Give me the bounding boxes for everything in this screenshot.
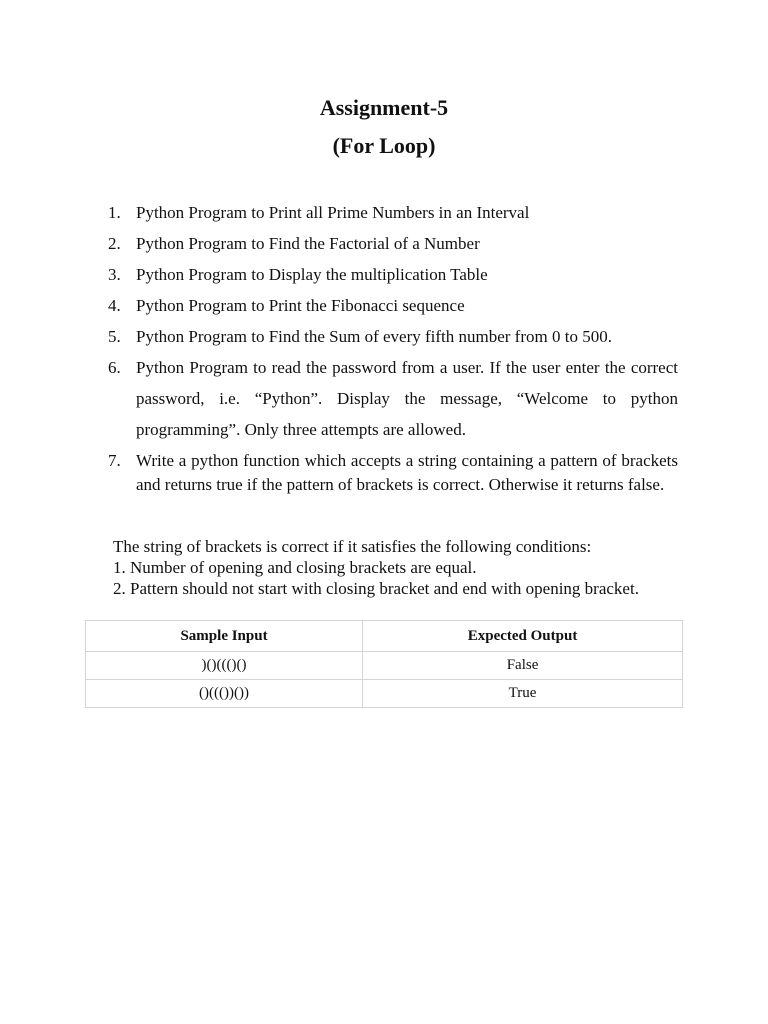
conditions-intro: The string of brackets is correct if it satisfies the following conditions:	[113, 537, 592, 556]
sample-input-cell: )()((()()	[86, 652, 363, 680]
list-item-text: Python Program to Print all Prime Numbers in an Interval	[136, 203, 530, 222]
list-item-number: 5.	[108, 327, 121, 346]
list-item	[108, 197, 678, 228]
list-item-number: 7.	[108, 451, 121, 470]
condition-item: 2. Pattern should not start with closing bracket and end with opening bracket.	[113, 579, 639, 598]
list-item	[108, 228, 678, 259]
list-item-number: 2.	[108, 234, 121, 253]
table-row	[86, 652, 683, 680]
expected-output-cell: False	[363, 652, 683, 680]
list-item-text: Python Program to Print the Fibonacci sequence	[136, 296, 465, 315]
list-item-number: 4.	[108, 296, 121, 315]
condition-item: 1. Number of opening and closing brackets are equal.	[113, 558, 477, 577]
list-item	[108, 449, 678, 497]
expected-output-cell: True	[363, 680, 683, 708]
list-item-text: Python Program to read the password from a user. If the user enter the correct password, i.e. “Python”. Display the message, “Welcome to python programming”. Only three attempts are allowed.	[136, 358, 678, 439]
list-item-number: 3.	[108, 265, 121, 284]
list-item-number: 6.	[108, 358, 121, 377]
list-item-number: 1.	[108, 203, 121, 222]
list-item-text: Python Program to Find the Sum of every fifth number from 0 to 500.	[136, 327, 612, 346]
sample-input-cell: ()((())())	[86, 680, 363, 708]
sample-io-table	[85, 620, 683, 708]
conditions-block	[113, 536, 713, 599]
question-list	[108, 197, 678, 497]
list-item-text: Python Program to Find the Factorial of a Number	[136, 234, 480, 253]
document-title: Assignment-5	[319, 95, 449, 120]
list-item	[108, 259, 678, 290]
list-item-text: Write a python function which accepts a string containing a pattern of brackets and returns true if the pattern of brackets is correct. Otherwise it returns false.	[136, 451, 678, 494]
table-row	[86, 680, 683, 708]
document-subtitle: (For Loop)	[332, 133, 436, 158]
column-header-expected-output: Expected Output	[363, 621, 683, 652]
list-item-text: Python Program to Display the multiplication Table	[136, 265, 488, 284]
list-item	[108, 352, 678, 445]
list-item	[108, 290, 678, 321]
column-header-sample-input: Sample Input	[86, 621, 363, 652]
table-header-row	[86, 621, 683, 652]
list-item	[108, 321, 678, 352]
